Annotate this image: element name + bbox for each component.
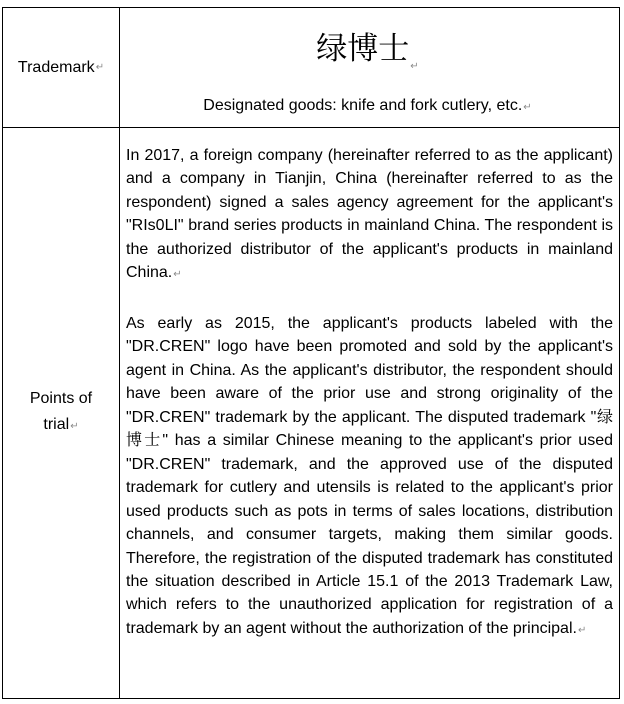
trademark-name	[117, 30, 618, 76]
paragraph-mark-icon: ↵	[523, 102, 532, 113]
points-of-trial-label: Points of trial	[29, 390, 93, 433]
paragraph-mark-icon: ↵	[70, 421, 79, 432]
designated-goods-text: Designated goods: knife and fork cutlery, etc.	[203, 97, 523, 114]
trademark-label: Trademark	[17, 58, 95, 76]
trial-paragraph-2-text: As early as 2015, the applicant's products labeled with the "DR.CREN" logo have been promoted and sold by the applicant's agent in China. As the applicant's distributor, the respondent should have been aware of the prior use and strong originality of the "DR.CREN" trademark by the applicant. The disputed trademark "绿博士" has a similar Chinese meaning to the applicant's prior used "DR.CREN" trademark, and the approved use of the disputed trademark for cutlery and utensils is related to the applicant's prior used products such as pots in terms of sales locations, distribution channels, and consumer targets, making them similar goods. Therefore, the registration of the disputed trademark has constituted the situation described in Article 15.1 of the 2013 Trademark Law, which refers to the unauthorized application for registration of a trademark by an agent without the authorization of the principal.	[126, 315, 613, 637]
trial-paragraph-1	[126, 144, 613, 287]
trial-paragraph-2	[126, 312, 613, 642]
trademark-chinese-characters: 绿博士	[316, 31, 410, 67]
points-of-trial-label-cell	[3, 128, 119, 698]
paragraph-mark-icon: ↵	[173, 269, 182, 281]
paragraph-mark-icon: ↵	[410, 61, 419, 72]
designated-goods	[117, 96, 618, 118]
trial-paragraph-1-text: In 2017, a foreign company (hereinafter referred to as the applicant) and a company in Tianjin, China (hereinafter referred to as the respondent) signed a sales agency agreement for the applicant's "RIs0LI" brand series products in mainland China. The respondent is the authorized distributor of the applicant's products in mainland China.	[126, 147, 613, 282]
paragraph-mark-icon: ↵	[577, 624, 587, 636]
paragraph-mark-icon: ↵	[95, 62, 105, 73]
trademark-label-cell	[3, 8, 119, 127]
